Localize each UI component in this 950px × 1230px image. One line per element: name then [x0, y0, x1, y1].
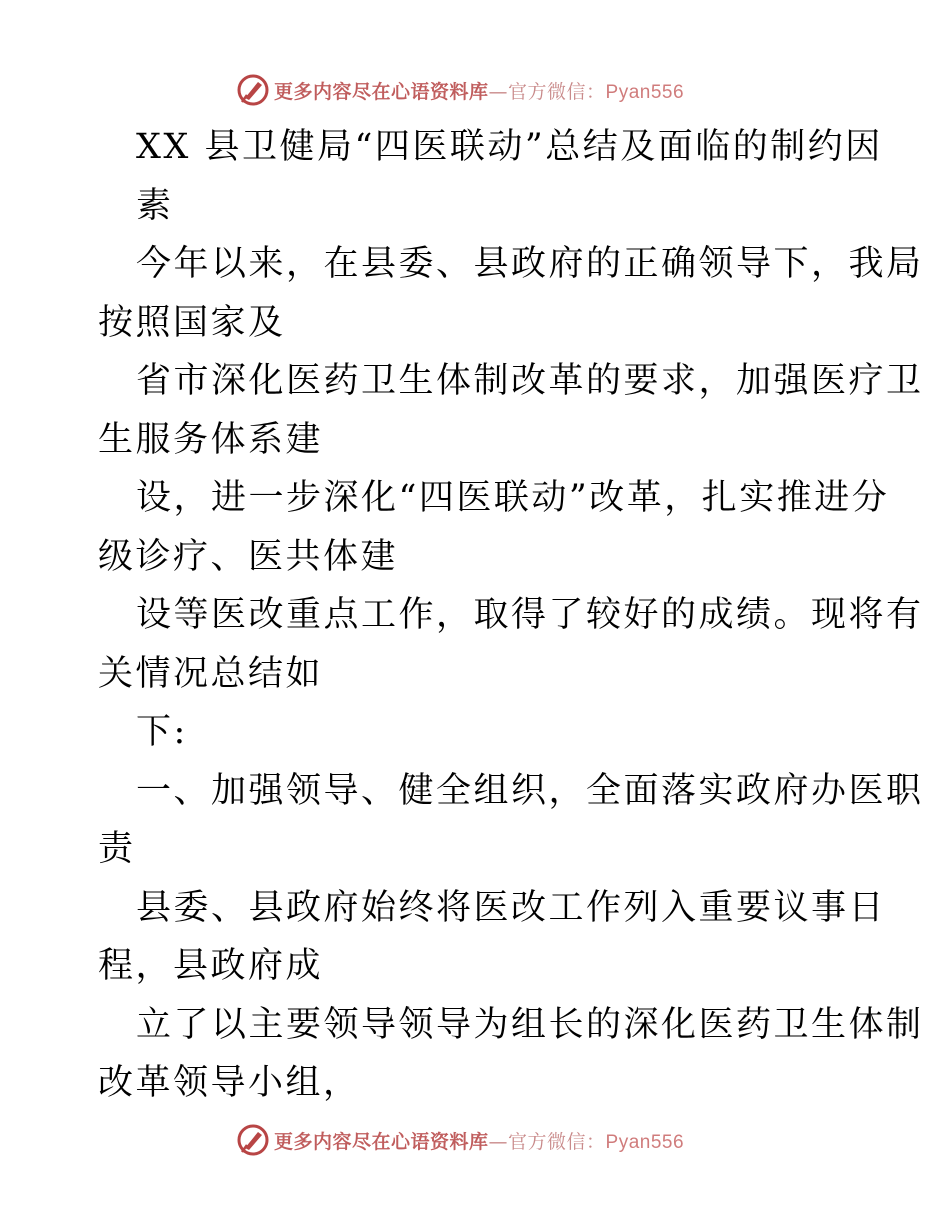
banner-text	[274, 77, 684, 104]
banner-dash: —	[488, 80, 509, 103]
banner-wechat-label: 官方微信：	[508, 1130, 606, 1153]
section-heading-line-2: 责	[98, 829, 136, 869]
paragraph-line: 生服务体系建	[98, 419, 324, 460]
quill-pen-circle-icon	[236, 73, 270, 107]
document-body	[98, 118, 924, 1113]
banner-wechat-label: 官方微信：	[508, 80, 606, 103]
title-line-2: 素	[136, 185, 174, 226]
quill-pen-circle-icon	[236, 1123, 270, 1157]
footer-watermark-banner	[236, 1120, 756, 1160]
header-watermark-banner	[236, 70, 756, 110]
paragraph-line: 省市深化医药卫生体制改革的要求，加强医疗卫	[136, 361, 924, 401]
paragraph-line: 设等医改重点工作，取得了较好的成绩。现将有	[136, 595, 924, 635]
banner-text	[274, 1127, 684, 1154]
banner-site-name: 更多内容尽在心语资料库	[274, 80, 489, 103]
banner-dash: —	[488, 1130, 509, 1153]
paragraph-line: 下:	[136, 712, 188, 752]
paragraph-line: 级诊疗、医共体建	[98, 536, 399, 577]
paragraph-line: 改革领导小组，	[98, 1063, 361, 1103]
paragraph-line: 程，县政府成	[98, 946, 324, 986]
banner-wechat-id: Pyan556	[605, 1131, 685, 1153]
paragraph-line: 立了以主要领导领导为组长的深化医药卫生体制	[136, 1004, 924, 1045]
paragraph-line: 关情况总结如	[98, 653, 324, 694]
paragraph-line: 按照国家及	[98, 302, 286, 343]
banner-site-name: 更多内容尽在心语资料库	[274, 1130, 489, 1153]
paragraph-line: 设，进一步深化“四医联动”改革，扎实推进分	[136, 478, 890, 518]
paragraph-line: 县委、县政府始终将医改工作列入重要议事日	[136, 887, 887, 928]
title-line-1: XX 县卫健局“四医联动”总结及面临的制约因	[136, 127, 883, 167]
banner-wechat-id: Pyan556	[605, 81, 685, 103]
section-heading-line-1: 一、加强领导、健全组织，全面落实政府办医职	[136, 770, 924, 811]
paragraph-line: 今年以来，在县委、县政府的正确领导下，我局	[136, 244, 924, 284]
